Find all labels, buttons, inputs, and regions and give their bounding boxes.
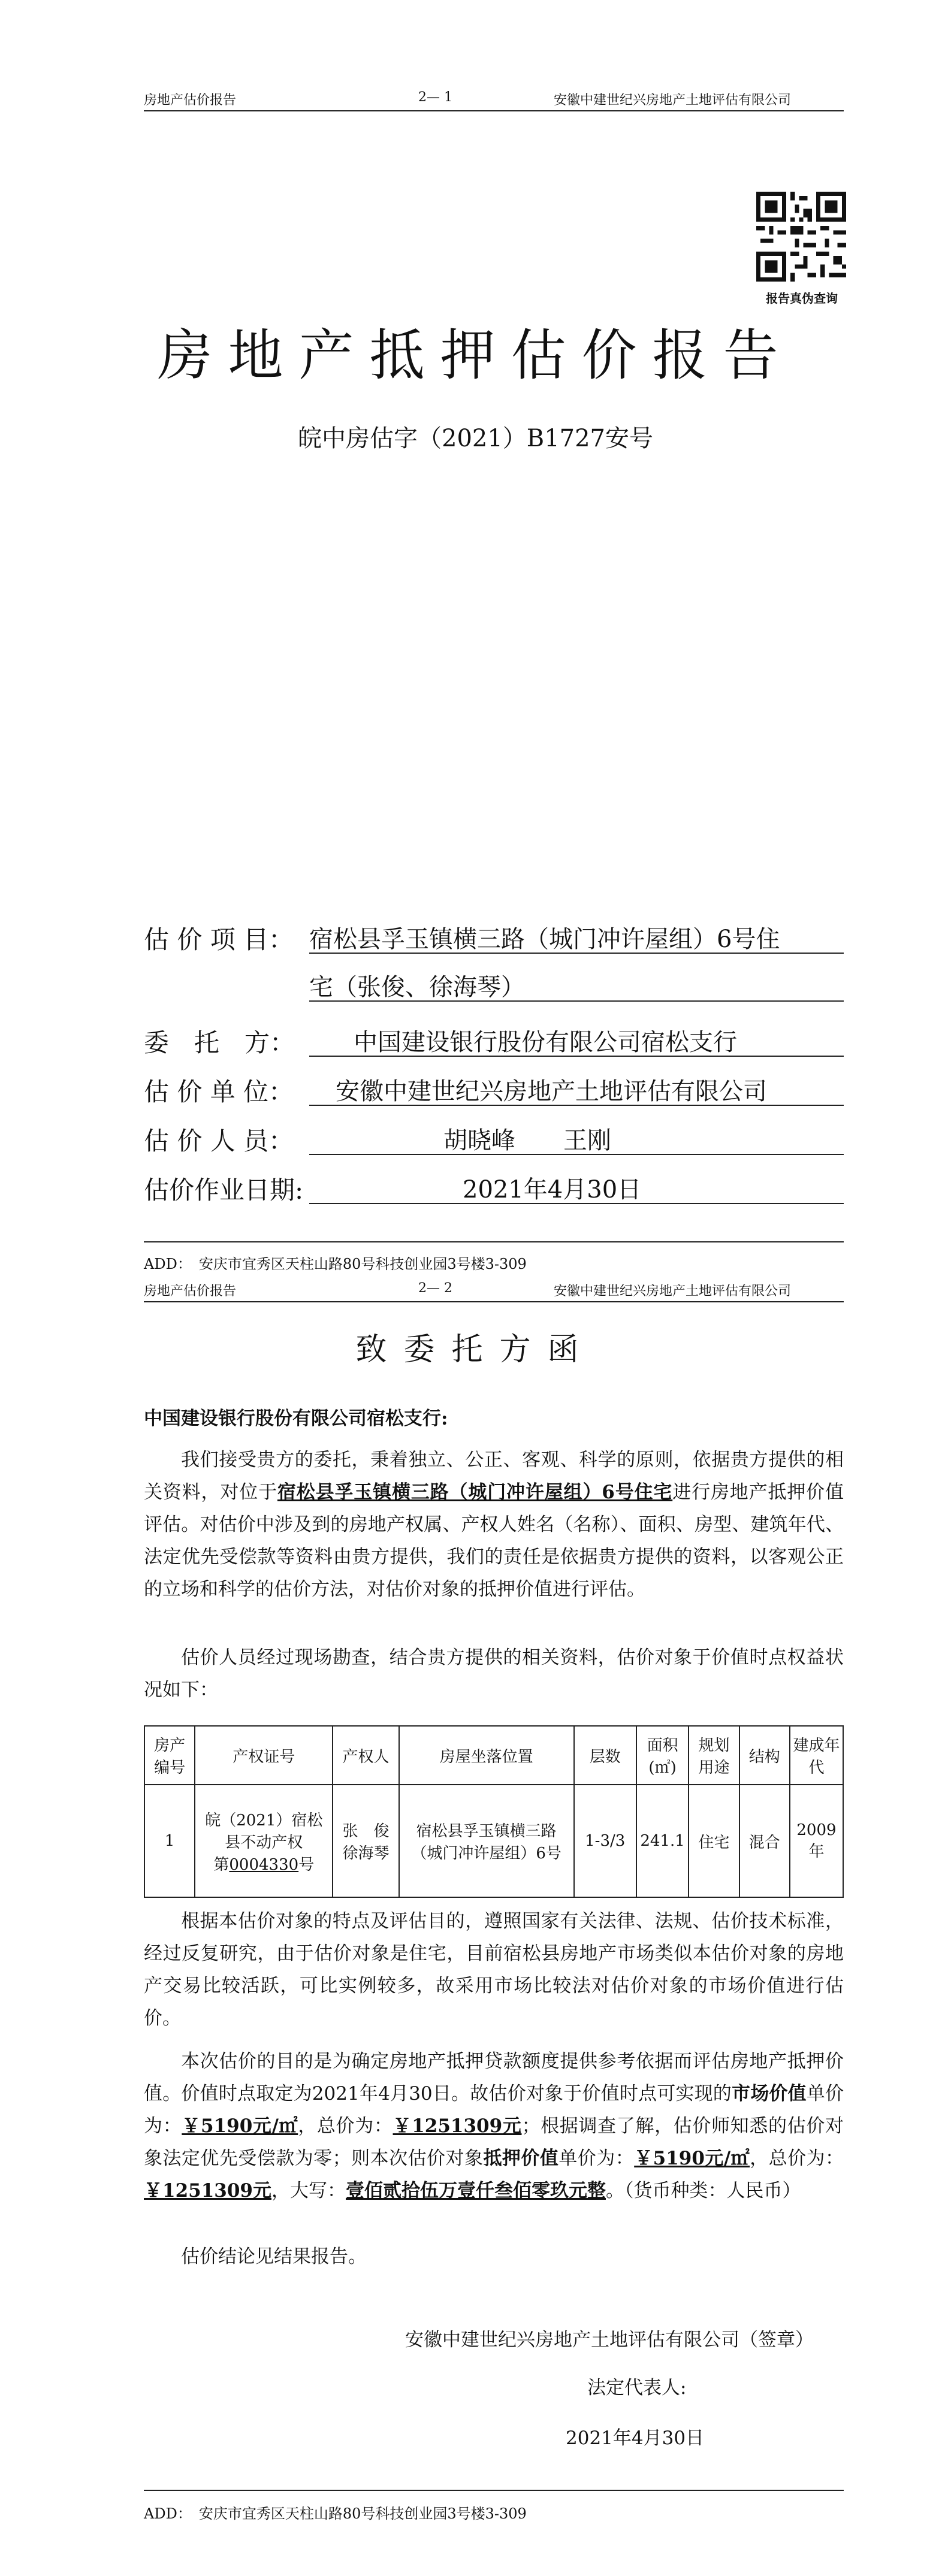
property-table: [144, 1725, 844, 1898]
cert-number: 0004330: [229, 1855, 299, 1874]
th-location: 房屋坐落位置: [399, 1726, 574, 1785]
info-value-appraiser-firm: 安徽中建世纪兴房地产土地评估有限公司: [336, 1078, 767, 1105]
signature-representative: 法定代表人:: [587, 2377, 687, 2399]
report-number: 皖中房估字（2021）B1727安号: [298, 425, 653, 452]
underline: [309, 1105, 844, 1106]
info-label-appraisers: 估 价 人 员：: [144, 1126, 294, 1156]
page2-header-page-number: 2— 2: [418, 1281, 452, 1296]
page1-header-left: 房地产估价报告: [144, 93, 237, 108]
info-value-project: 宿松县孚玉镇横三路（城门冲许屋组）6号住: [309, 926, 780, 953]
cell-usage: 住宅: [689, 1785, 739, 1897]
info-label-project: 估 价 项 目：: [144, 925, 294, 954]
letter-title: 致委托方函: [355, 1332, 596, 1368]
page2-footer-rule: [144, 2490, 844, 2491]
cell-cert: 皖（2021）宿松县不动产权 第0004330号: [195, 1785, 333, 1897]
th-owner: 产权人: [333, 1726, 398, 1785]
signature-date: 2021年4月30日: [566, 2427, 705, 2449]
report-title: 房地产抵押估价报告: [157, 323, 794, 388]
cell-area: 241.1: [636, 1785, 689, 1897]
paragraph-conclusion: 估价结论见结果报告。: [181, 2246, 367, 2267]
cell-location: 宿松县孚玉镇横三路（城门冲许屋组）6号: [399, 1785, 574, 1897]
th-floors: 层数: [574, 1726, 636, 1785]
page1-header-page-number: 2— 1: [418, 90, 452, 105]
th-area: 面积(㎡): [636, 1726, 689, 1785]
th-no: 房产编号: [144, 1726, 195, 1785]
info-label-work-date: 估价作业日期:: [144, 1175, 304, 1205]
cell-structure: 混合: [739, 1785, 790, 1897]
property-address: 宿松县孚玉镇横三路（城门冲许屋组）6号住宅: [277, 1481, 673, 1503]
page1-header-rule: [144, 110, 844, 111]
cell-year: 2009年: [790, 1785, 843, 1897]
page2-header-rule: [144, 1301, 844, 1302]
market-unit-price: ￥5190元/㎡: [182, 2115, 298, 2137]
page2-header-right: 安徽中建世纪兴房地产土地评估有限公司: [554, 1284, 792, 1299]
page1-footer-address: ADD： 安庆市宜秀区天柱山路80号科技创业园3号楼3-309: [144, 1256, 527, 1272]
mortgage-amount-in-words: 壹佰贰拾伍万壹仟叁佰零玖元整: [346, 2180, 606, 2202]
table-row: [144, 1785, 843, 1897]
cell-floors: 1-3/3: [574, 1785, 636, 1897]
info-value-appraisers: 胡晓峰 王刚: [443, 1127, 611, 1154]
info-value-work-date: 2021年4月30日: [463, 1176, 642, 1204]
info-label-client: 委 托 方：: [144, 1028, 295, 1057]
underline: [309, 1154, 844, 1155]
paragraph-method: 根据本估价对象的特点及评估目的，遵照国家有关法律、法规、估价技术标准，经过反复研究，由于估价对象是住宅，目前宿松县房地产市场类似本估价对象的房地产交易比较活跃，可比实例较多，故采用市场比较法对估价对象的市场价值进行估价。: [144, 1910, 844, 2029]
market-total-price: ￥1251309元: [393, 2115, 522, 2137]
qr-caption: 报告真伪查询: [766, 291, 838, 306]
letter-salutation: 中国建设银行股份有限公司宿松支行:: [144, 1408, 448, 1429]
underline: [309, 953, 844, 954]
mortgage-total-price: ￥1251309元: [144, 2180, 271, 2202]
th-structure: 结构: [739, 1726, 790, 1785]
underline: [309, 1056, 844, 1057]
underline: [309, 1203, 844, 1204]
th-cert: 产权证号: [195, 1726, 333, 1785]
th-year: 建成年代: [790, 1726, 843, 1785]
info-value-client: 中国建设银行股份有限公司宿松支行: [354, 1029, 737, 1056]
info-label-appraiser-firm: 估 价 单 位：: [144, 1077, 294, 1106]
underline: [309, 1000, 844, 1002]
table-header-row: [144, 1726, 843, 1785]
cell-owner: 张 俊 徐海琴: [333, 1785, 398, 1897]
paragraph-valuation: 本次估价的目的是为确定房地产抵押贷款额度提供参考依据而评估房地产抵押价值。价值时点取定为2021年4月30日。故估价对象于价值时点可实现的市场价值单价为：￥5190元/㎡，总价为：￥1251309元；根据调查了解，估价师知悉的估价对象法定优先受偿款为零；则本次估价对象抵押价值单价为：￥5190元/㎡，总价为：￥1251309元，大写：壹佰贰拾伍万壹仟叁佰零玖元整。（货币种类：人民币）: [144, 2051, 844, 2202]
cell-no: 1: [144, 1785, 195, 1897]
page1-footer-rule: [144, 1241, 844, 1242]
page2-footer-address: ADD： 安庆市宜秀区天柱山路80号科技创业园3号楼3-309: [144, 2505, 527, 2522]
signature-company: 安徽中建世纪兴房地产土地评估有限公司（签章）: [405, 2329, 814, 2351]
info-value-project-line2: 宅（张俊、徐海琴）: [309, 973, 525, 1001]
page2-header-left: 房地产估价报告: [144, 1284, 237, 1299]
qr-code-icon[interactable]: [756, 192, 846, 282]
mortgage-unit-price: ￥5190元/㎡: [634, 2148, 750, 2169]
paragraph-entrustment: 我们接受贵方的委托，秉着独立、公正、客观、科学的原则，依据贵方提供的相关资料，对位于宿松县孚玉镇横三路（城门冲许屋组）6号住宅进行房地产抵押价值评估。对估价中涉及到的房地产权属、产权人姓名（名称）、面积、房型、建筑年代、法定优先受偿款等资料由贵方提供，我们的责任是依据贵方提供的资料，以客观公正的立场和科学的估价方法，对估价对象的抵押价值进行评估。: [144, 1449, 844, 1600]
th-usage: 规划用途: [689, 1726, 739, 1785]
page1-header-right: 安徽中建世纪兴房地产土地评估有限公司: [554, 93, 792, 108]
paragraph-survey: 估价人员经过现场勘查，结合贵方提供的相关资料，估价对象于价值时点权益状况如下：: [144, 1647, 844, 1701]
